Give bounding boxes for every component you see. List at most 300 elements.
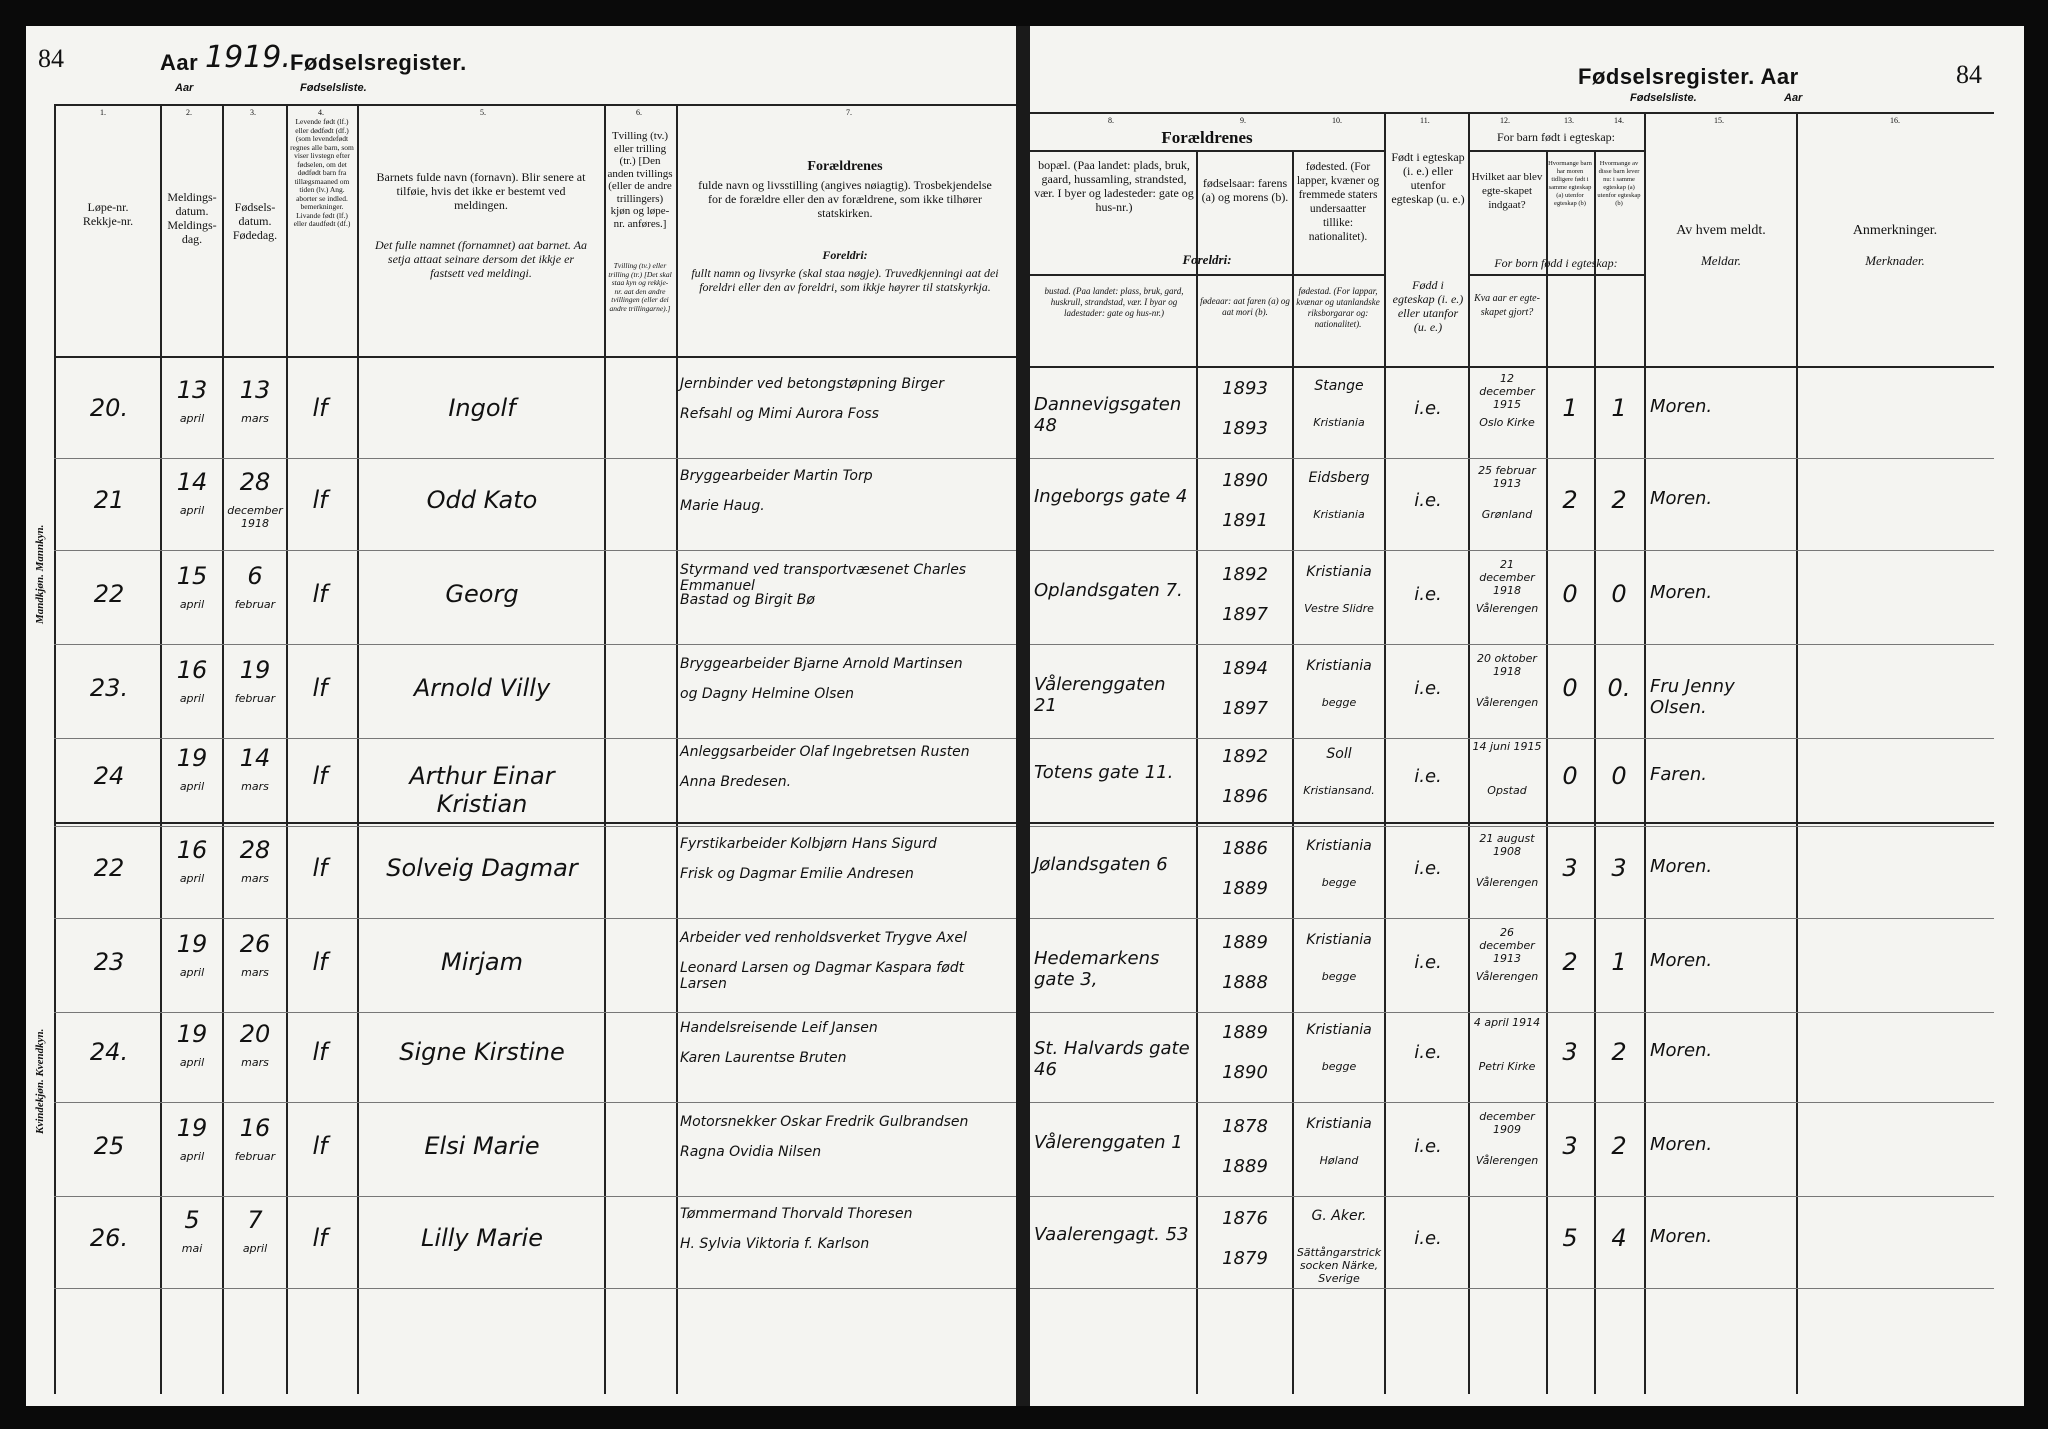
- row-lf: lf: [312, 674, 328, 702]
- row-divider: [54, 550, 1016, 551]
- col-header-fodested: fødested. (For lapper, kvæner og fremmede staters undersaatter tillike: nationalitet).: [1296, 161, 1380, 243]
- row-ie: i.e.: [1414, 1228, 1442, 1249]
- right-register-title: Fødselsregister. Aar: [1578, 64, 1799, 89]
- row-fod: 6: [247, 562, 263, 590]
- row-year_m: 21 december 1918: [1479, 558, 1535, 597]
- row-nr: 24.: [89, 1038, 129, 1066]
- row-address: Dannevigsgaten 48: [1034, 394, 1182, 436]
- row-lf: lf: [312, 948, 328, 976]
- left-col-line: [54, 104, 56, 1394]
- left-col-line: [222, 104, 224, 1394]
- row-fod: 26: [239, 930, 271, 958]
- row-name: Solveig Dagmar: [386, 854, 578, 882]
- row-c14: 2: [1611, 486, 1627, 514]
- row-c13: 0: [1562, 580, 1578, 608]
- row-mother: og Dagny Helmine Olsen: [680, 686, 854, 702]
- col-header-anmerkninger: Anmerkninger.: [1852, 223, 1938, 238]
- row-mp: begge: [1321, 696, 1357, 709]
- row-name: Mirjam: [441, 948, 523, 976]
- row-c14: 0: [1611, 580, 1627, 608]
- row-fp: Kristiania: [1306, 932, 1372, 948]
- row-address: Vålerenggaten 21: [1034, 674, 1166, 716]
- row-fp: Kristiania: [1306, 658, 1372, 674]
- col-number: 2.: [186, 108, 192, 117]
- row-fy: 1893: [1222, 378, 1268, 399]
- row-mother: Refsahl og Mimi Aurora Foss: [680, 406, 879, 422]
- row-my: 1888: [1222, 972, 1268, 993]
- row-divider: [1030, 550, 1994, 551]
- row-address: St. Halvards gate 46: [1034, 1038, 1190, 1080]
- row-mother: Karen Laurentse Bruten: [680, 1050, 847, 1066]
- row-fod_mon: mars: [241, 780, 269, 793]
- row-melder: Faren.: [1650, 764, 1707, 785]
- row-fp: G. Aker.: [1311, 1208, 1367, 1224]
- col-header-tvilling-nyn: Tvilling (tv.) eller trilling (tr.) [Det skal staa kyn og rekkje-nr. aat den andre tvillingen (eller dei andre trillingarne).]: [608, 261, 672, 313]
- row-father: Jernbinder ved betongstøpning Birger: [680, 376, 944, 392]
- row-meld_mon: april: [179, 1150, 205, 1163]
- row-my: 1890: [1222, 1062, 1268, 1083]
- subtitle-title: Fødselsliste.: [300, 82, 367, 94]
- row-nr: 22: [93, 580, 125, 608]
- row-c14: 1: [1611, 948, 1627, 976]
- left-col-line: [286, 104, 288, 1394]
- left-page-number: 84: [38, 44, 64, 73]
- row-meld_mon: april: [179, 1056, 205, 1069]
- row-fod: 19: [239, 656, 271, 684]
- group-label-boys: Mandkjøn. Mannkyn.: [34, 524, 46, 624]
- row-fod_mon: april: [242, 1242, 268, 1255]
- row-mp: begge: [1321, 970, 1357, 983]
- col-header-foreldri: Foreldri:: [822, 248, 868, 262]
- row-divider: [1030, 738, 1994, 739]
- row-meld: 16: [176, 836, 208, 864]
- right-col-line: [1196, 150, 1198, 1394]
- row-c13: 2: [1562, 948, 1578, 976]
- row-melder: Moren.: [1650, 1134, 1713, 1155]
- subtitle-year: Aar: [175, 82, 194, 94]
- row-fp: Kristiania: [1306, 1116, 1372, 1132]
- register-title: Fødselsregister.: [290, 50, 467, 75]
- row-lf: lf: [312, 854, 328, 882]
- right-col-line: [1384, 112, 1386, 1394]
- row-my: 1897: [1222, 604, 1268, 625]
- row-fy: 1886: [1222, 838, 1268, 859]
- row-fp: Kristiania: [1306, 564, 1372, 580]
- left-group-divider: [54, 822, 1016, 824]
- row-year_p: Petri Kirke: [1478, 1060, 1536, 1073]
- row-mother: Bastad og Birgit Bø: [680, 592, 815, 608]
- row-meld: 19: [176, 1114, 208, 1142]
- row-divider: [54, 644, 1016, 645]
- row-my: 1891: [1222, 510, 1268, 531]
- legit-header-rule: [1468, 150, 1644, 152]
- row-meld: 5: [184, 1206, 200, 1234]
- row-melder: Moren.: [1650, 488, 1713, 509]
- row-divider: [54, 826, 1016, 827]
- row-mother: Frisk og Dagmar Emilie Andresen: [680, 866, 914, 882]
- row-fy: 1892: [1222, 564, 1268, 585]
- row-divider: [1030, 644, 1994, 645]
- row-ie: i.e.: [1414, 584, 1442, 605]
- row-meld_mon: april: [179, 966, 205, 979]
- row-name: Arthur Einar Kristian: [409, 762, 555, 818]
- row-lf: lf: [312, 1224, 328, 1252]
- row-fod_mon: februar: [234, 692, 276, 705]
- row-year_m: december 1909: [1479, 1110, 1535, 1136]
- row-fy: 1878: [1222, 1116, 1268, 1137]
- row-lf: lf: [312, 580, 328, 608]
- row-mp: Kristiansand.: [1303, 784, 1375, 797]
- left-col-line: [357, 104, 359, 1394]
- row-father: Styrmand ved transportvæsenet Charles Emmanuel: [680, 562, 967, 594]
- row-ie: i.e.: [1414, 766, 1442, 787]
- row-ie: i.e.: [1414, 490, 1442, 511]
- row-mother: H. Sylvia Viktoria f. Karlson: [680, 1236, 870, 1252]
- row-lf: lf: [312, 394, 328, 422]
- row-fod: 14: [239, 744, 271, 772]
- row-fod_mon: mars: [241, 412, 269, 425]
- col-header-aar-egteskap-nyn: Kva aar er egte-skapet gjort?: [1474, 293, 1540, 318]
- row-melder: Fru Jenny Olsen.: [1650, 676, 1735, 718]
- row-ie: i.e.: [1414, 398, 1442, 419]
- row-fp: Kristiania: [1306, 1022, 1372, 1038]
- right-col-line: [1292, 150, 1294, 1394]
- row-year_m: 4 april 1914: [1473, 1016, 1541, 1029]
- row-father: Bryggearbeider Martin Torp: [680, 468, 873, 484]
- row-year_m: 12 december 1915: [1479, 372, 1535, 411]
- col-number: 11.: [1420, 116, 1430, 125]
- group-label-girls: Kvindekjøn. Kvendkyn.: [34, 1028, 46, 1134]
- legit-header: For barn født i egteskap:: [1497, 130, 1615, 144]
- row-my: 1879: [1222, 1248, 1268, 1269]
- col-number: 14.: [1614, 116, 1624, 125]
- row-lf: lf: [312, 762, 328, 790]
- col-number: 4.: [318, 108, 324, 117]
- row-nr: 21: [93, 486, 125, 514]
- right-col-line: [1796, 112, 1798, 1394]
- row-lf: lf: [312, 486, 328, 514]
- row-fp: Soll: [1326, 746, 1352, 762]
- col-header-egteskap: Født i egteskap (i. e.) eller utenfor egteskap (u. e.): [1391, 150, 1465, 206]
- left-header-bottom-rule: [54, 356, 1016, 358]
- col-number: 3.: [250, 108, 256, 117]
- col-header-fodestad: fødestad. (For lappar, kvænar og utanlandske riksborgarar og: nationalitet).: [1296, 286, 1380, 329]
- right-page-number: 84: [1956, 60, 1982, 89]
- right-subtitle-year: Aar: [1784, 92, 1803, 104]
- row-fy: 1890: [1222, 470, 1268, 491]
- row-c14: 4: [1611, 1224, 1627, 1252]
- row-my: 1893: [1222, 418, 1268, 439]
- right-header-bottom-rule: [1030, 366, 1994, 368]
- col-header-fodeaar: fødeaar: aat faren (a) og aat mori (b).: [1200, 296, 1290, 317]
- row-meld: 16: [176, 656, 208, 684]
- col-header-av-hvem-meldt: Av hvem meldt.: [1676, 223, 1766, 238]
- row-nr: 25: [93, 1132, 125, 1160]
- col-header-parents-desc: fulde navn og livsstilling (angives nøiagtig). Trosbekjendelse for de forældre eller den av forældrene, som ikke tilhører statskirken.: [698, 178, 992, 220]
- row-divider: [54, 1196, 1016, 1197]
- row-c14: 3: [1611, 854, 1627, 882]
- row-mother: Anna Bredesen.: [680, 774, 792, 790]
- row-year_m: 14 juni 1915: [1472, 740, 1542, 753]
- row-meld_mon: april: [179, 692, 205, 705]
- row-fy: 1889: [1222, 1022, 1268, 1043]
- row-name: Ingolf: [448, 394, 516, 422]
- row-fy: 1889: [1222, 932, 1268, 953]
- row-mother: Leonard Larsen og Dagmar Kaspara født Larsen: [680, 960, 965, 992]
- row-c14: 0.: [1607, 674, 1631, 702]
- row-father: Bryggearbeider Bjarne Arnold Martinsen: [680, 656, 963, 672]
- row-divider: [54, 458, 1016, 459]
- right-col-line: [1644, 112, 1646, 1394]
- row-fod: 20: [239, 1020, 271, 1048]
- row-c14: 2: [1611, 1038, 1627, 1066]
- row-fod: 7: [247, 1206, 263, 1234]
- row-fod_mon: februar: [234, 1150, 276, 1163]
- row-year_p: Vålerengen: [1475, 696, 1539, 709]
- legit-nyn-rule: [1468, 274, 1644, 276]
- row-nr: 23.: [89, 674, 129, 702]
- row-father: Arbeider ved renholdsverket Trygve Axel: [680, 930, 967, 946]
- row-fy: 1876: [1222, 1208, 1268, 1229]
- row-name: Odd Kato: [426, 486, 538, 514]
- row-my: 1897: [1222, 698, 1268, 719]
- col-header-levende: Levende født (lf.) eller dødfødt (df.) (som levendefødt regnes alle barn, som viser livstegn efter fødselen, om det dødfødt barn fra tillægsmaaned om tiden (lv.) Ang. aborter se indled. bemerkninger. Livande født (lf.) eller daudfødt (df.): [290, 117, 354, 228]
- parents-nyn-rule: [1030, 274, 1384, 276]
- row-mp: begge: [1321, 876, 1357, 889]
- right-group-divider: [1030, 822, 1994, 824]
- row-ie: i.e.: [1414, 678, 1442, 699]
- row-meld_mon: april: [179, 598, 205, 611]
- row-mp: Kristiania: [1313, 416, 1365, 429]
- row-c13: 5: [1562, 1224, 1578, 1252]
- row-mp: Sättångarstrick socken Närke, Sverige: [1296, 1246, 1382, 1285]
- row-meld_mon: april: [179, 504, 205, 517]
- row-mp: Høland: [1319, 1154, 1359, 1167]
- row-meld: 14: [176, 468, 208, 496]
- row-fod: 28: [239, 836, 271, 864]
- row-meld: 19: [176, 1020, 208, 1048]
- right-parents-header: Forældrenes: [1161, 128, 1253, 147]
- row-year_p: Opstad: [1487, 784, 1527, 797]
- col-number: 1.: [100, 108, 106, 117]
- row-divider: [54, 918, 1016, 919]
- row-meld_mon: april: [179, 780, 205, 793]
- row-melder: Moren.: [1650, 1226, 1713, 1247]
- row-meld: 19: [176, 744, 208, 772]
- row-ie: i.e.: [1414, 1042, 1442, 1063]
- row-my: 1896: [1222, 786, 1268, 807]
- row-father: Handelsreisende Leif Jansen: [680, 1020, 878, 1036]
- row-melder: Moren.: [1650, 582, 1713, 603]
- row-meld_mon: april: [179, 412, 205, 425]
- row-divider: [1030, 458, 1994, 459]
- row-fod_mon: mars: [241, 1056, 269, 1069]
- row-fp: Eidsberg: [1308, 470, 1370, 486]
- left-col-line: [160, 104, 162, 1394]
- col-header-forældrenes: Forældrenes: [807, 159, 883, 174]
- row-year_m: 20 oktober 1918: [1477, 652, 1537, 678]
- row-father: Fyrstikarbeider Kolbjørn Hans Sigurd: [680, 836, 937, 852]
- row-divider: [1030, 1012, 1994, 1013]
- col-number: 6.: [636, 108, 642, 117]
- row-address: Vaalerengagt. 53: [1034, 1224, 1189, 1245]
- row-name: Georg: [445, 580, 519, 608]
- row-c13: 1: [1562, 394, 1578, 422]
- row-nr: 22: [93, 854, 125, 882]
- col-number: 9.: [1240, 116, 1246, 125]
- row-mp: Vestre Slidre: [1304, 602, 1374, 615]
- row-nr: 24: [93, 762, 125, 790]
- col-number: 10.: [1332, 116, 1342, 125]
- col-header-meldar: Meldar.: [1700, 253, 1742, 268]
- row-ie: i.e.: [1414, 858, 1442, 879]
- row-fod: 13: [239, 376, 271, 404]
- row-fod_mon: mars: [241, 966, 269, 979]
- col-header-parents-desc-nyn: fullt namn og livsyrke (skal staa nøgje). Truvedkjenningi aat dei foreldri eller den av foreldri, som ikkje høyrer til statskyrkja.: [691, 266, 999, 294]
- col-number: 13.: [1564, 116, 1574, 125]
- row-fp: Kristiania: [1306, 838, 1372, 854]
- row-nr: 23: [93, 948, 125, 976]
- row-nr: 20.: [89, 394, 129, 422]
- row-mother: Ragna Ovidia Nilsen: [680, 1144, 822, 1160]
- col-number: 15.: [1714, 116, 1724, 125]
- row-name: Signe Kirstine: [399, 1038, 565, 1066]
- row-fod: 16: [239, 1114, 271, 1142]
- row-ie: i.e.: [1414, 952, 1442, 973]
- year-label: Aar: [160, 50, 199, 75]
- col-header-bustad: bustad. (Paa landet: plass, bruk, gard, huskrull, strandstad, vær. I byar og ladestader: gate og hus-nr.): [1044, 286, 1184, 318]
- col-header-barnets-navn-nyn: Det fulle namnet (fornamnet) aat barnet. Aa setja attaat seinare dersom det ikkje er fastsett ved meldingi.: [374, 238, 588, 280]
- row-divider: [54, 738, 1016, 739]
- col-header-fodselsaar: fødselsaar: farens (a) og morens (b).: [1201, 176, 1289, 204]
- row-my: 1889: [1222, 1156, 1268, 1177]
- left-col-line: [604, 104, 606, 1394]
- col-header-aar-egteskap: Hvilket aar blev egte-skapet indgaat?: [1471, 171, 1543, 211]
- row-c14: 0: [1611, 762, 1627, 790]
- row-lf: lf: [312, 1038, 328, 1066]
- row-divider: [1030, 826, 1994, 827]
- row-address: Hedemarkens gate 3,: [1034, 948, 1160, 990]
- row-divider: [1030, 1196, 1994, 1197]
- row-divider: [1030, 1288, 1994, 1289]
- right-header-top-rule: [1030, 112, 1994, 114]
- row-melder: Moren.: [1650, 856, 1713, 877]
- row-fod_mon: februar: [234, 598, 276, 611]
- row-year_m: 26 december 1913: [1479, 926, 1535, 965]
- row-fy: 1894: [1222, 658, 1268, 679]
- row-meld_mon: april: [179, 872, 205, 885]
- year-value: 1919.: [205, 40, 291, 75]
- row-melder: Moren.: [1650, 396, 1713, 417]
- right-foreldri-header: Foreldri:: [1182, 252, 1232, 267]
- row-mp: Kristiania: [1313, 508, 1365, 521]
- row-address: Ingeborgs gate 4: [1034, 486, 1188, 507]
- row-mother: Marie Haug.: [680, 498, 765, 514]
- left-col-line: [676, 104, 678, 1394]
- row-meld: 15: [176, 562, 208, 590]
- row-c13: 3: [1562, 854, 1578, 882]
- col-number: 8.: [1108, 116, 1114, 125]
- row-address: Vålerenggaten 1: [1034, 1132, 1183, 1153]
- col-header-meldingsdatum: Meldings-datum. Meldings-dag.: [167, 190, 217, 246]
- parents-header-rule: [1030, 150, 1384, 152]
- row-c13: 2: [1562, 486, 1578, 514]
- row-ie: i.e.: [1414, 1136, 1442, 1157]
- row-father: Tømmermand Thorvald Thoresen: [680, 1206, 913, 1222]
- right-subtitle-title: Fødselsliste.: [1630, 92, 1697, 104]
- col-header-antall-barn: Hvormange barn har moren tidligere født i samme egteskap (a) utenfor egteskap (b): [1548, 160, 1592, 207]
- row-fod: 28: [239, 468, 271, 496]
- row-address: Oplandsgaten 7.: [1034, 580, 1183, 601]
- col-header-lopenr: Løpe-nr. Rekkje-nr.: [82, 200, 134, 228]
- row-fod_mon: december 1918: [227, 504, 283, 530]
- row-c14: 2: [1611, 1132, 1627, 1160]
- col-header-tvilling: Tvilling (tv.) eller trilling (tr.) [Den anden tvillings (eller de andre trillingers) kjøn og løpe-nr. anføres.]: [607, 130, 673, 230]
- row-year_m: 21 august 1908: [1479, 832, 1535, 858]
- col-number: 16.: [1890, 116, 1900, 125]
- left-header-top-rule: [54, 104, 1016, 106]
- row-c13: 0: [1562, 674, 1578, 702]
- row-name: Arnold Villy: [413, 674, 551, 702]
- row-divider: [54, 1012, 1016, 1013]
- row-lf: lf: [312, 1132, 328, 1160]
- row-c13: 0: [1562, 762, 1578, 790]
- row-address: Totens gate 11.: [1034, 762, 1174, 783]
- row-melder: Moren.: [1650, 1040, 1713, 1061]
- row-fy: 1892: [1222, 746, 1268, 767]
- row-father: Anleggsarbeider Olaf Ingebretsen Rusten: [680, 744, 970, 760]
- row-year_p: Vålerengen: [1475, 1154, 1539, 1167]
- row-divider: [54, 1102, 1016, 1103]
- col-header-lever-nu: Hvormange av disse barn lever nu: i samme egteskap (a) utenfor egteskap (b): [1597, 160, 1641, 207]
- col-header-bopael: bopæl. (Paa landet: plads, bruk, gaard, hussamling, strandsted, vær. I byer og ladesteder: gate og hus-nr.): [1034, 158, 1194, 214]
- row-meld: 19: [176, 930, 208, 958]
- col-header-fodselsdatum: Fødsels-datum. Fødedag.: [232, 200, 278, 242]
- col-number: 7.: [846, 108, 852, 117]
- row-year_m: 25 februar 1913: [1478, 464, 1536, 490]
- row-fp: Stange: [1314, 378, 1364, 394]
- row-divider: [1030, 1102, 1994, 1103]
- row-name: Lilly Marie: [421, 1224, 543, 1252]
- row-year_p: Vålerengen: [1475, 876, 1539, 889]
- row-year_p: Vålerengen: [1475, 602, 1539, 615]
- row-c13: 3: [1562, 1038, 1578, 1066]
- row-year_p: Vålerengen: [1475, 970, 1539, 983]
- row-mp: begge: [1321, 1060, 1357, 1073]
- row-nr: 26.: [89, 1224, 129, 1252]
- row-c14: 1: [1611, 394, 1627, 422]
- row-my: 1889: [1222, 878, 1268, 899]
- col-header-egteskap-nyn: Fødd i egteskap (i. e.) eller utanfor (u. e.): [1392, 278, 1464, 334]
- col-number: 5.: [480, 108, 486, 117]
- row-divider: [54, 1288, 1016, 1289]
- legit-header-nyn: For born fødd i egteskap:: [1494, 256, 1618, 270]
- row-address: Jølandsgaten 6: [1034, 854, 1168, 875]
- row-c13: 3: [1562, 1132, 1578, 1160]
- row-father: Motorsnekker Oskar Fredrik Gulbrandsen: [680, 1114, 969, 1130]
- row-name: Elsi Marie: [424, 1132, 540, 1160]
- row-meld_mon: mai: [181, 1242, 203, 1255]
- row-fod_mon: mars: [241, 872, 269, 885]
- row-meld: 13: [176, 376, 208, 404]
- col-header-barnets-navn: Barnets fulde navn (fornavn). Blir senere at tilføie, hvis det ikke er bestemt ved meldingen.: [376, 170, 586, 212]
- row-year_p: Grønland: [1481, 508, 1533, 521]
- row-year_p: Oslo Kirke: [1479, 416, 1535, 429]
- col-header-merknader: Merknader.: [1865, 253, 1925, 268]
- col-number: 12.: [1500, 116, 1510, 125]
- row-divider: [1030, 918, 1994, 919]
- row-melder: Moren.: [1650, 950, 1713, 971]
